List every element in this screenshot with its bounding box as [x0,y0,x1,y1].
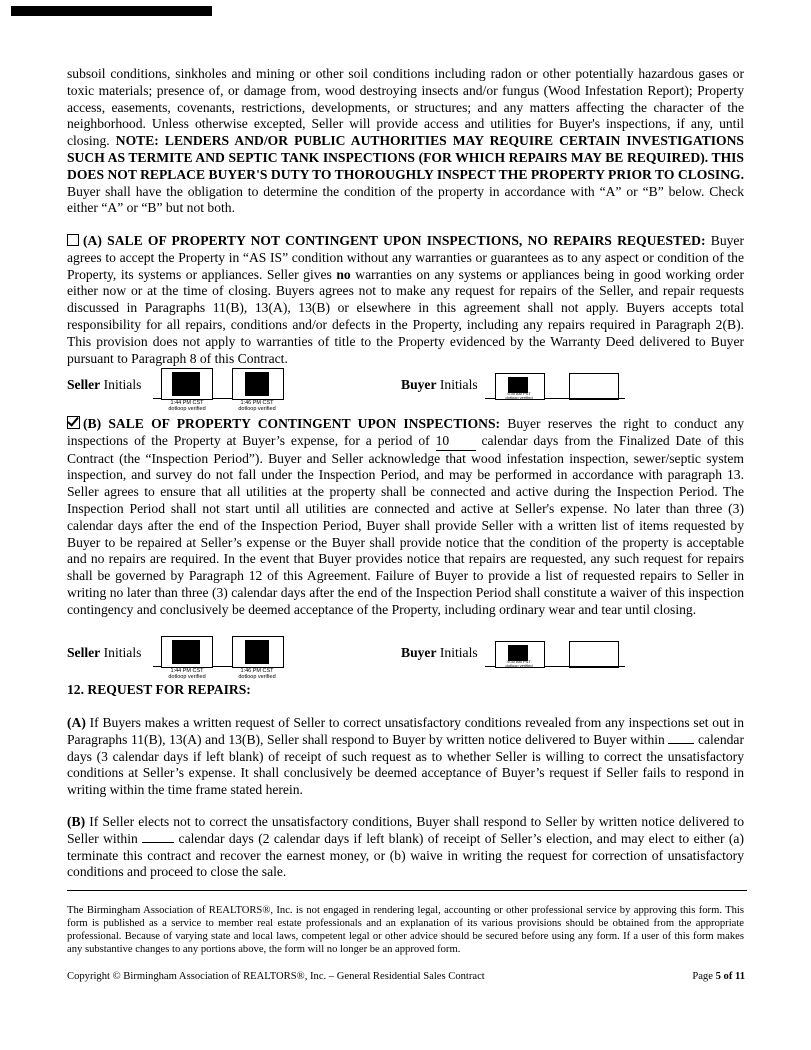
option-a-paragraph [67,233,744,367]
seller-initials-label: Seller Initials [67,645,142,660]
section-12b-text1: If Seller elects not to correct the unsatisfactory conditions, Buyer shall respond to Seller by written notice delivered to Seller within [67,814,744,846]
buyer-stamp-1: 9:30 AM PST dotloop verified [505,659,533,668]
footer-rule [67,890,747,891]
section-12b-paragraph [67,814,744,881]
page-number: Page 5 of 11 [692,971,745,982]
seller-response-days-field[interactable] [668,743,694,744]
option-b-text2: calendar days from the Finalized Date of this Contract (the “Inspection Period”). Buyer and Seller acknowledge that wood infestation inspection, sewer/septic system inspection, and survey do not fall under the Inspection Period, and may be performed in accordance with paragraph 13. Seller agrees to ensure that all utilities at the property shall be connected and active during the Inspection Period. The Inspection Period shall not start until all utilities are connected and active at Seller's expense. No later than three (3) calendar days after the end of the Inspection Period, Buyer shall provide Seller with a written list of items requested by Buyer to be repaired at Seller’s expense or the Buyer shall provide notice that the condition of the property is acceptable and no repairs are required. In the event that Buyer provides notice that repairs are requested, any such request for repairs shall be governed by Paragraph 12 of this Agreement. Failure of Buyer to provide a list of requested repairs to Seller in writing no later than three (3) calendar days after the end of the Inspection Period shall constitute a waiver of this inspection contingency and conclusively be deemed acceptance of the Property, including ordinary wear and tear until closing. [67,432,744,617]
option-a-heading: (A) SALE OF PROPERTY NOT CONTINGENT UPON INSPECTIONS, NO REPAIRS REQUESTED: [83,233,706,248]
option-b-text1: Buyer reserves the right to conduct any inspections of the Property at Buyer’s expense, for a period of [67,416,744,448]
seller-stamp-1: 1:44 PM CST dotloop verified [168,400,206,412]
seller-stamp-2: 1:46 PM CST dotloop verified [238,400,276,412]
inspection-days-field[interactable]: 10 [436,433,476,451]
section-12a-text2: calendar days (3 calendar days if left blank) of receipt of such request as to whether Seller is willing to correct the unsatisfactory conditions at Seller’s expense. It shall conclusively be deemed acceptance of Buyer’s request if Seller fails to respond in writing within the time frame stated herein. [67,731,744,798]
section-12a-paragraph [67,715,744,799]
seller-initial-box-2[interactable] [232,368,284,400]
redaction-bar [11,6,212,16]
seller-stamp-2: 1:46 PM CST dotloop verified [238,668,276,680]
intro-text: subsoil conditions, sinkholes and mining or other soil conditions including radon or other potentially hazardous gases or toxic materials; presence of, or damage from, wood destroying insects and/or fungus (Wood Infestation Report); Property access, easements, covenants, restrictions, developments, or structures; and any matters affecting the character of the neighborhood. Unless otherwise excepted, Seller will provide access and utilities for Buyer's inspections, if any, until closing. [67,66,744,149]
seller-stamp-1: 1:44 PM CST dotloop verified [168,668,206,680]
option-a-no: no [336,266,351,282]
initials-row-2 [67,636,747,682]
initials-row-1 [67,368,747,414]
buyer-stamp-1: 9:30 AM PST dotloop verified [505,391,533,400]
option-a-text1: Buyer agrees to accept the Property in “AS IS” condition without any warranties or guarantees as to any aspect or condition of the Property, its systems or appliances. Seller gives [67,233,744,282]
section-12b-text2: calendar days (2 calendar days if left blank) of receipt of Seller’s election, and may elect to either (a) terminate this contract and recover the earnest money, or (b) waive in writing the request for correction of unsatisfactory conditions and proceed to close the sale. [67,830,744,880]
option-a-checkbox[interactable] [67,234,79,246]
buyer-response-days-field[interactable] [142,842,174,843]
section-12a-label: (A) [67,715,86,730]
intro-paragraph [67,66,744,217]
seller-initial-box-1[interactable] [161,368,213,400]
seller-initials-label: Seller Initials [67,377,142,392]
option-a-text2: warranties on any systems or appliances being in good working order either now or at the time of closing. Buyers agrees not to make any request for repairs of the Seller, and repair requests discussed in Paragraphs 11(B), 13(A), 13(B) or elsewhere in this agreement shall not apply. Buyers accepts total responsibility for all repairs, conditions and/or defects in the Property, including any repairs required in Paragraph 2(B). This provision does not apply to warranties of title to the Property evidenced by the Warranty Deed delivered to Buyer pursuant to Paragraph 8 of this Contract. [67,266,745,366]
footer-copyright: Copyright © Birmingham Association of REALTORS®, Inc. – General Residential Sales Contract [67,971,485,982]
footer-disclaimer: The Birmingham Association of REALTORS®, Inc. is not engaged in rendering legal, accounting or other professional service by approving this form. This form is published as a service to member real estate professionals and an explanation of its various provisions should be obtained from the appropriate professional. Because of varying state and local laws, competent legal or other advice should be secured before using any form. If a user of this form makes any substantive changes to any portions above, the form will no longer be an approved form. [67,905,744,955]
option-b-paragraph [67,416,744,619]
intro-tail: Buyer shall have the obligation to determine the condition of the property in accordance with “A” or “B” below. Check either “A” or “B” but not both. [67,183,744,216]
buyer-initial-box-2[interactable] [569,641,619,668]
section-12-heading: 12. REQUEST FOR REPAIRS: [67,682,251,697]
buyer-initials-label: Buyer Initials [401,645,478,660]
intro-note: NOTE: LENDERS AND/OR PUBLIC AUTHORITIES MAY REQUIRE CERTAIN INVESTIGATIONS SUCH AS TERMITE AND SEPTIC TANK INSPECTIONS (FOR WHICH REPAIRS MAY BE REQUIRED). THIS DOES NOT REPLACE BUYER'S DUTY TO THOROUGHLY INSPECT THE PROPERTY PRIOR TO CLOSING. [67,133,744,182]
seller-initial-box-1[interactable] [161,636,213,668]
buyer-initials-label: Buyer Initials [401,377,478,392]
section-12a-text1: If Buyers makes a written request of Seller to correct unsatisfactory conditions revealed from any inspections set out in Paragraphs 11(B), 13(A) and 13(B), Seller shall respond to Buyer by written notice delivered to Buyer within [67,715,744,747]
buyer-initial-box-2[interactable] [569,373,619,400]
option-b-checkbox[interactable] [67,416,80,429]
option-b-heading: (B) SALE OF PROPERTY CONTINGENT UPON INSPECTIONS: [83,416,501,431]
seller-initial-box-2[interactable] [232,636,284,668]
section-12b-label: (B) [67,814,86,829]
